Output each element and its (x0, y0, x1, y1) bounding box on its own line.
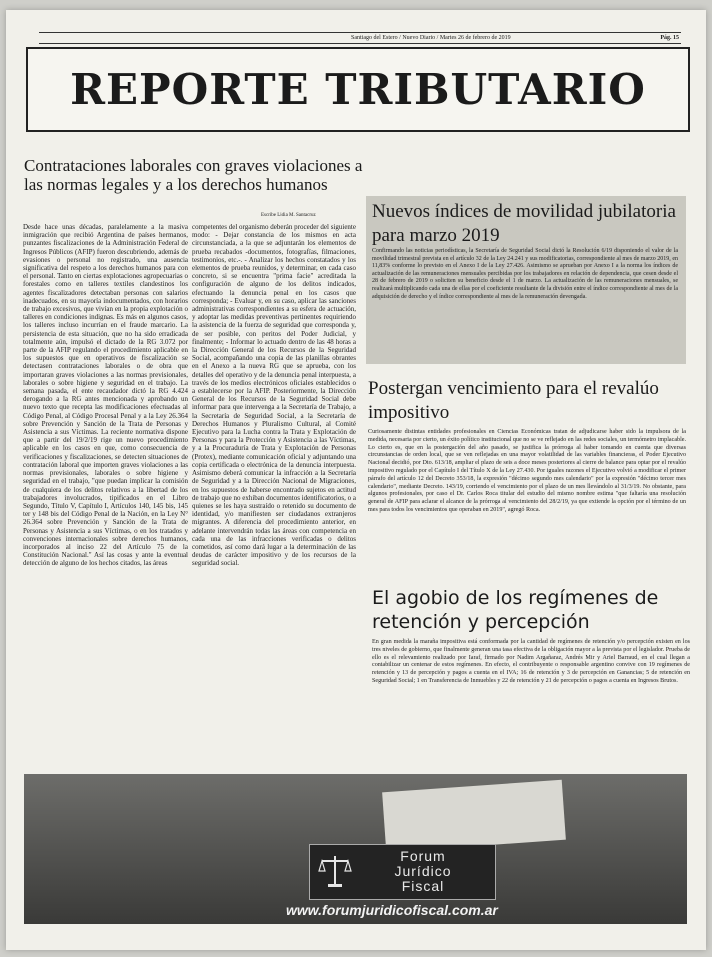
section-banner (26, 47, 690, 132)
article-movilidad-box (366, 196, 686, 364)
logo-line: Fiscal (401, 878, 445, 894)
page-number: Pág. 15 (660, 35, 679, 41)
logo-wordmark (358, 849, 488, 894)
forum-logo (309, 844, 496, 900)
article-contrataciones-title: Contrataciones laborales con graves violaciones a las normas legales y a los derechos humanos (24, 156, 363, 194)
article-byline: Escribe Lidia M. Santacruz (261, 213, 316, 218)
section-title: REPORTE TRIBUTARIO (70, 65, 646, 114)
page-header (39, 32, 681, 44)
ad-background-document (382, 780, 566, 852)
article-movilidad-body: Confirmando las noticias periodísticas, la Secretaría de Seguridad Social dictó la Resolución 6/19 disponiendo el valor de la movilidad trimestral prevista en el artículo 32 de la Ley 24.241 y sus modificatorias, correspondiente al mes de marzo 2019, en 11,83% conforme lo previsto en el Anexo I de la Ley 27.426. Asimismo se aprueban por Anexo I a la norma los índices de actualización de las remuneraciones mensuales percibidas por los trabajadores en relación de dependencia, que cesen desde el 28 de febrero de 2019 o soliciten su beneficio desde el 1 de marzo. La actualización de las remuneraciones mensuales, se realizará multiplicando cada una de ellas por el coeficiente resultante de la división entre el índice correspondiente al mes de la adquisición de derecho y el índice correspondiente al mes de la remuneración devengada. (372, 248, 678, 300)
logo-line: Forum (400, 848, 446, 864)
article-regimenes-body: En gran medida la maraña impositiva está conformada por la cantidad de regímenes de retención y/o percepción existen en los tres niveles de gobierno, que finalmente generan una tasa efectiva de la obligación mayor a la prevista por el legislador. Prueba de ello es el relevamiento realizado por Iaraf, firmado por Nadim Argañaraz, Andrés Mir y Ariel Barraud, en el cual llegan a contabilizar un centenar de estos regímenes. En efecto, el contribuyente o responsable argentino convive con 19 regímenes de retención y 13 de percepción y pagos a cuenta en el IVA; 16 de retención y 3 de percepción en Ganancias; 5 de retención en Seguridad Social; 1 en Transferencia de Inmuebles y 22 de retención y 21 de percepción o pagos a cuenta en Ingresos Brutos. (372, 639, 690, 684)
scales-of-justice-icon (318, 853, 352, 889)
advertisement (24, 774, 687, 924)
logo-line: Jurídico (394, 863, 452, 879)
newspaper-page (6, 10, 706, 950)
ad-url: www.forumjuridicofiscal.com.ar (286, 902, 498, 918)
article-contrataciones-column-2 (192, 223, 356, 803)
article-revaluo-body: Curiosamente distintas entidades profesionales en Ciencias Económicas tratan de adjudicarse haber sido la impulsora de la medida, necesaria por cierto, un éxito político institucional que no se ve reflejado en las redes sociales, un termómetro implacable. Lo cierto es, que en la postergación del año pasado, se justifica la prórroga al haber tomando en cuenta que diversas circunstancias de orden local, que se ven reflejadas en una mayor volatilidad de las variables financieras, el Poder Ejecutivo Nacional decidió, por Dto. 613/18, ampliar el plazo de seis a doce meses posteriores al cierre de balance para optar por el revalúo impositivo regulado por el Capítulo I del Título X de la Ley 27.430. Por iguales razones el Ejecutivo volvió a modificar el primer párrafo del artículo 12 del Decreto 353/18, la expresión "décimo segundo mes calendario" por la expresión "décimo tercer mes calendario", mediante Decreto. 143/19, corriendo el vencimiento por el plazo de un mes llevándolo al 31/3/19. No obstante, para algunos profesionales, por caso el Dr. Carlos Roca titular del estudio del mismo nombre estima "que faltaría una resolución general de AFIP para aclarar el alcance de la prórroga al vencimiento del 28/2/19, ya que extiende la opción por el término de un mes para todos los vencimientos que operaban en 2019", agregó Roca. (368, 429, 686, 513)
article-revaluo-title: Postergan vencimiento para el revalúo impositivo (368, 378, 659, 423)
dateline: Santiago del Estero / Nuevo Diario / Martes 26 de febrero de 2019 (351, 35, 511, 41)
article-movilidad-title: Nuevos índices de movilidad jubilatoria para marzo 2019 (372, 201, 676, 246)
article-contrataciones-column-1 (23, 223, 188, 798)
article-regimenes-title: El agobio de los regímenes de retención y percepción (372, 587, 659, 633)
article-body: competentes del organismo deberán proceder del siguiente modo: - Dejar constancia de los mismos en acta circunstanciada, a la que se adjuntarán los elementos de prueba recabados -documentos, fotografías, filmaciones, testimonios, etc.-. - Analizar los hechos constatados y los elementos de prueba reunidos, y determinar, en cada caso concreto, si se encuentra "prima facie" acreditada la configuración de alguno de los delitos indicados, efectuando la denuncia penal en los casos que corresponda; - Evaluar y, en su caso, aplicar las sanciones administrativas correspondientes a su esfera de actuación, y adoptar las medidas preventivas pertinentes requiriendo la asistencia de la fuerza de seguridad que corresponda y, de ser posible, con peritos del Poder Judicial, y finalmente; - Informar lo actuado dentro de las 48 horas a la Dirección General de los Recursos de la Seguridad Social, acompañando una copia de las planillas obrantes en el Anexo a la nueva RG que se aprueba, con los detalles del operativo y de la denuncia penal interpuesta, a través de los medios electrónicos oficiales establecidos o a establecerse por la AFIP. Posteriormente, la Dirección General de los Recursos de la Seguridad Social debe informar para que intervenga a la Secretaría de Trabajo, a la Secretaría de Seguridad Social, a la Secretaría de Derechos Humanos y Pluralismo Cultural, al Comité Ejecutivo para la Lucha contra la Trata y Explotación de Personas y para la Protección y Asistencia a las Víctimas, y a la Procuraduría de Trata y Explotación de Personas (Protex), mediante comunicación oficial y adjuntando una copia certificada o electrónica de la denuncia interpuesta. Asimismo deberá comunicar la infracción a la Secretaría de Seguridad y a la Dirección Nacional de Migraciones, en los supuestos de haberse encontrado sujetos en actitud de trabajo que no exhiban documentos identificatorios, o a quienes se les haya sustraído o retenido su documento de identidad, y/o manifiesten ser ciudadanos extranjeros migrantes. A diferencia del procedimiento anterior, en adelante intervendrán todas las áreas con competencia en cada una de las infracciones verificadas o delitos cometidos, así como dará lugar a la determinación de las deudas de carácter impositivo y de los recursos de la seguridad social. (192, 223, 356, 568)
article-body: Desde hace unas décadas, paralelamente a la masiva inmigración que recibió Argentina de países hermanos, punzantes fiscalizaciones de la Administración Federal de Ingresos Públicos (AFIP) fueron descubriendo, además de evasiones o personal no registrado, una ausencia significativa del respeto a los derechos humanos para con el personal. Tanto en ciertas explotaciones agropecuarias o forestales como en talleres textiles clandestinos los agentes fiscalizadores detectaban personas con salarios inadecuados, en su mayoría indocumentados, con horarios de trabajo excesivos, que vivían en la propia explotación o talleres en condiciones indignas. Es más en algunos casos, los talleres incluso incurrían en el fraude marcario. La persistencia de esta situación, que no ha sido erradicada totalmente aún, impulsó el dictado de la RG 3.072 por parte de la AFIP regulando el procedimiento aplicable en los supuestos que en operativos de fiscalización se detectasen contrataciones laborales o de obra que importaran graves violaciones a las normas previsionales, laborales o sobre higiene y seguridad en el trabajo. La semana pasada, el ente recaudador dictó la RG 4.424 derogando a la RG antes mencionada y aprobando un nuevo texto que recepta las modificaciones efectuadas al Código Penal, al Código Procesal Penal y a la Ley 26.364 sobre Prevención y Sanción de la Trata de Personas y Asistencia a sus Víctimas. La reciente normativa dispone que a partir del 19/2/19 rige un nuevo procedimiento aplicable en los casos en que, como consecuencia de verificaciones y fiscalizaciones, se detecten situaciones de contratación laboral que importen graves violaciones a las normas previsionales, laborales o sobre higiene y seguridad en el trabajo, "que puedan implicar la comisión de cualquiera de los delitos relativos a la libertad de los trabajadores involucrados, tipificados en el Libro Segundo, Título V, Capítulo I, Artículos 140, 145 bis, 145 ter y 148 bis del Código Penal de la Nación, en la Ley N° 26.364 sobre Prevención y Sanción de la Trata de Personas y Asistencia a sus Víctimas, o en los tratados y convenciones internacionales sobre derechos humanos, incorporados al inciso 22 del Artículo 75 de la Constitución Nacional." Así las cosas y ante la eventual detección de alguno de los hechos citados, las áreas (23, 223, 188, 568)
